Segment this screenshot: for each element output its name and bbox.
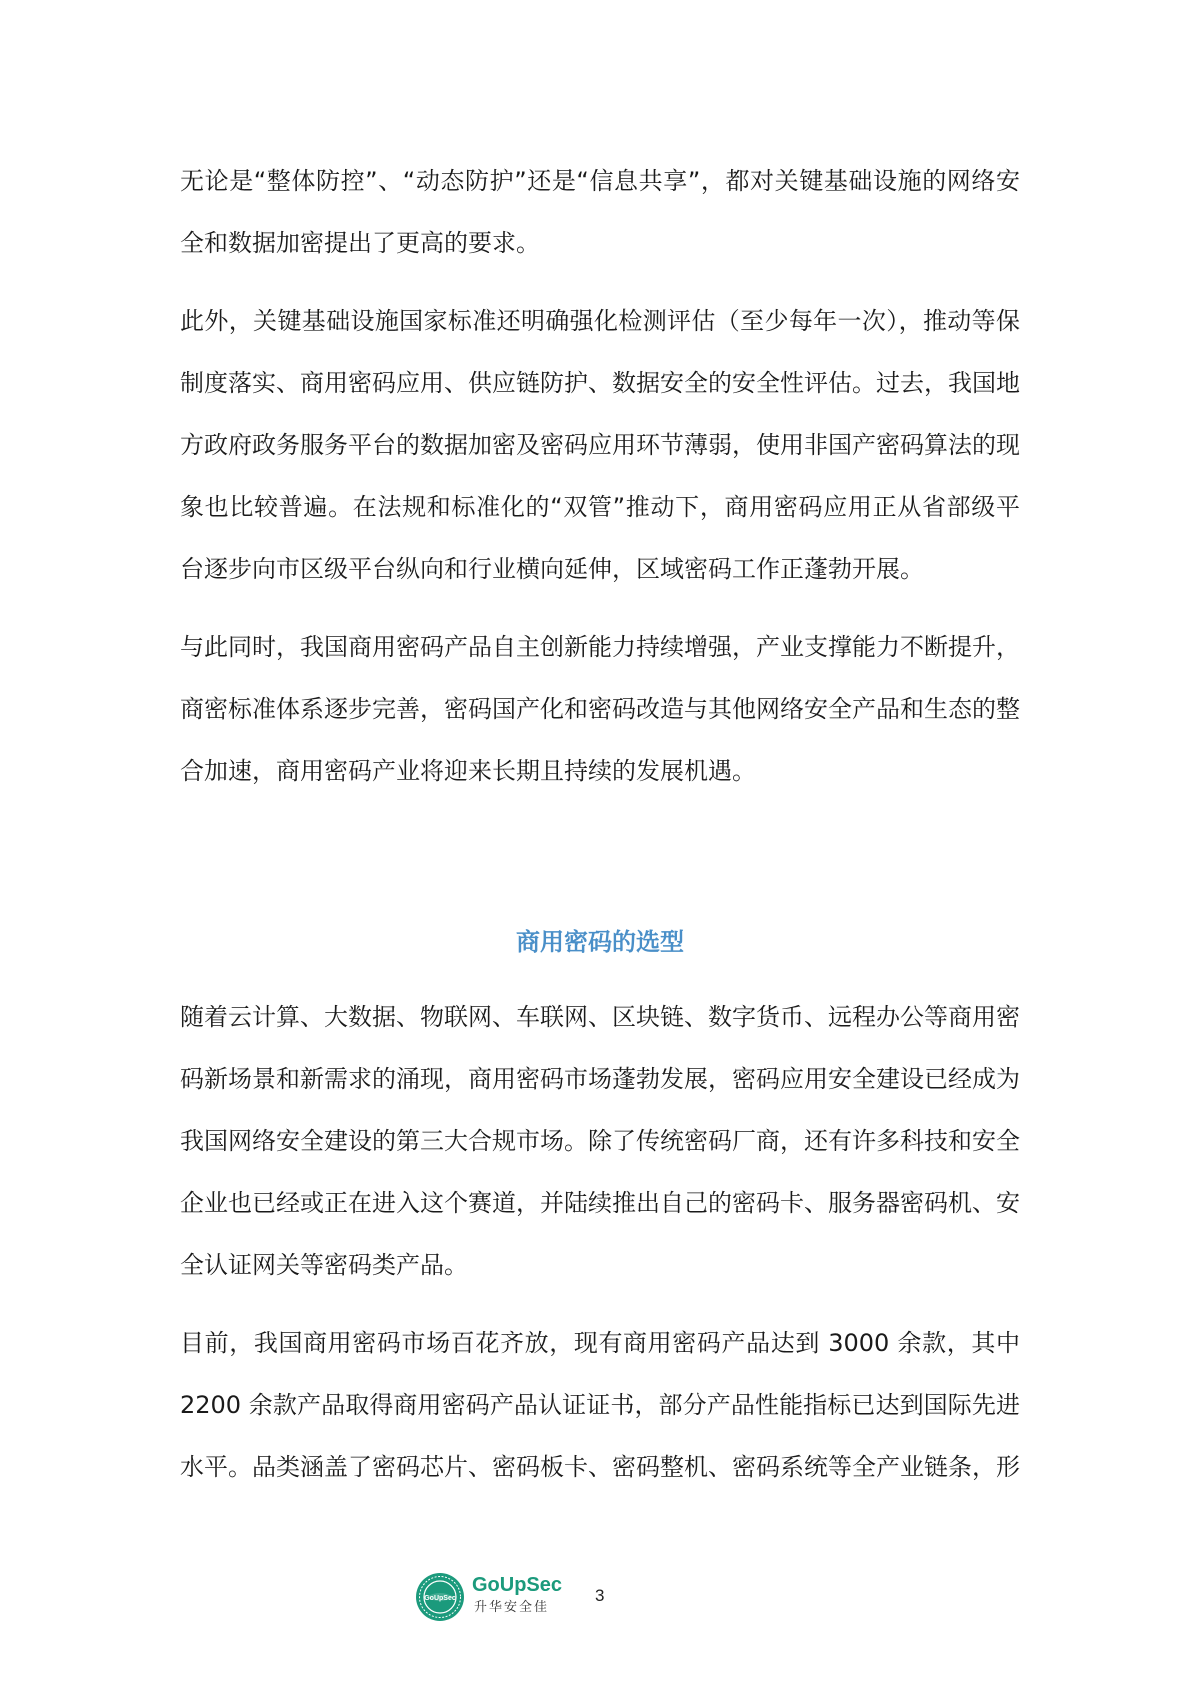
page-footer	[415, 1572, 775, 1632]
brand-name: GoUpSec	[472, 1574, 563, 1596]
paragraph: 与此同时，我国商用密码产品自主创新能力持续增强，产业支撑能力不断提升，商密标准体系逐步完善，密码国产化和密码改造与其他网络安全产品和生态的整合加速，商用密码产业将迎来长期且持续的发展机遇。	[180, 633, 1020, 785]
document-body	[180, 150, 1020, 1498]
goupsec-seal-logo	[415, 1572, 465, 1622]
paragraph: 目前，我国商用密码市场百花齐放，现有商用密码产品达到 3000 余款，其中 2200 余款产品取得商用密码产品认证证书，部分产品性能指标已达到国际先进水平。品类涵盖了密码芯片、密码板卡、密码整机、密码系统等全产业链条，形	[180, 1329, 1020, 1481]
paragraph: 随着云计算、大数据、物联网、车联网、区块链、数字货币、远程办公等商用密码新场景和新需求的涌现，商用密码市场蓬勃发展，密码应用安全建设已经成为我国网络安全建设的第三大合规市场。除了传统密码厂商，还有许多科技和安全企业也已经或正在进入这个赛道，并陆续推出自己的密码卡、服务器密码机、安全认证网关等密码类产品。	[180, 1003, 1020, 1279]
paragraph: 此外，关键基础设施国家标准还明确强化检测评估（至少每年一次），推动等保制度落实、商用密码应用、供应链防护、数据安全的安全性评估。过去，我国地方政府政务服务平台的数据加密及密码应用环节薄弱，使用非国产密码算法的现象也比较普遍。在法规和标准化的“双管”推动下，商用密码应用正从省部级平台逐步向市区级平台纵向和行业横向延伸，区域密码工作正蓬勃开展。	[180, 307, 1020, 583]
page-number: 3	[595, 1586, 605, 1605]
paragraph: 无论是“整体防控”、“动态防护”还是“信息共享”，都对关键基础设施的网络安全和数据加密提出了更高的要求。	[180, 167, 1020, 257]
brand-chinese-name: 升华安全佳	[474, 1600, 550, 1615]
seal-text: GoUpSec	[424, 1595, 456, 1602]
section-heading: 商用密码的选型	[516, 928, 684, 956]
section-spacer	[180, 802, 1020, 924]
